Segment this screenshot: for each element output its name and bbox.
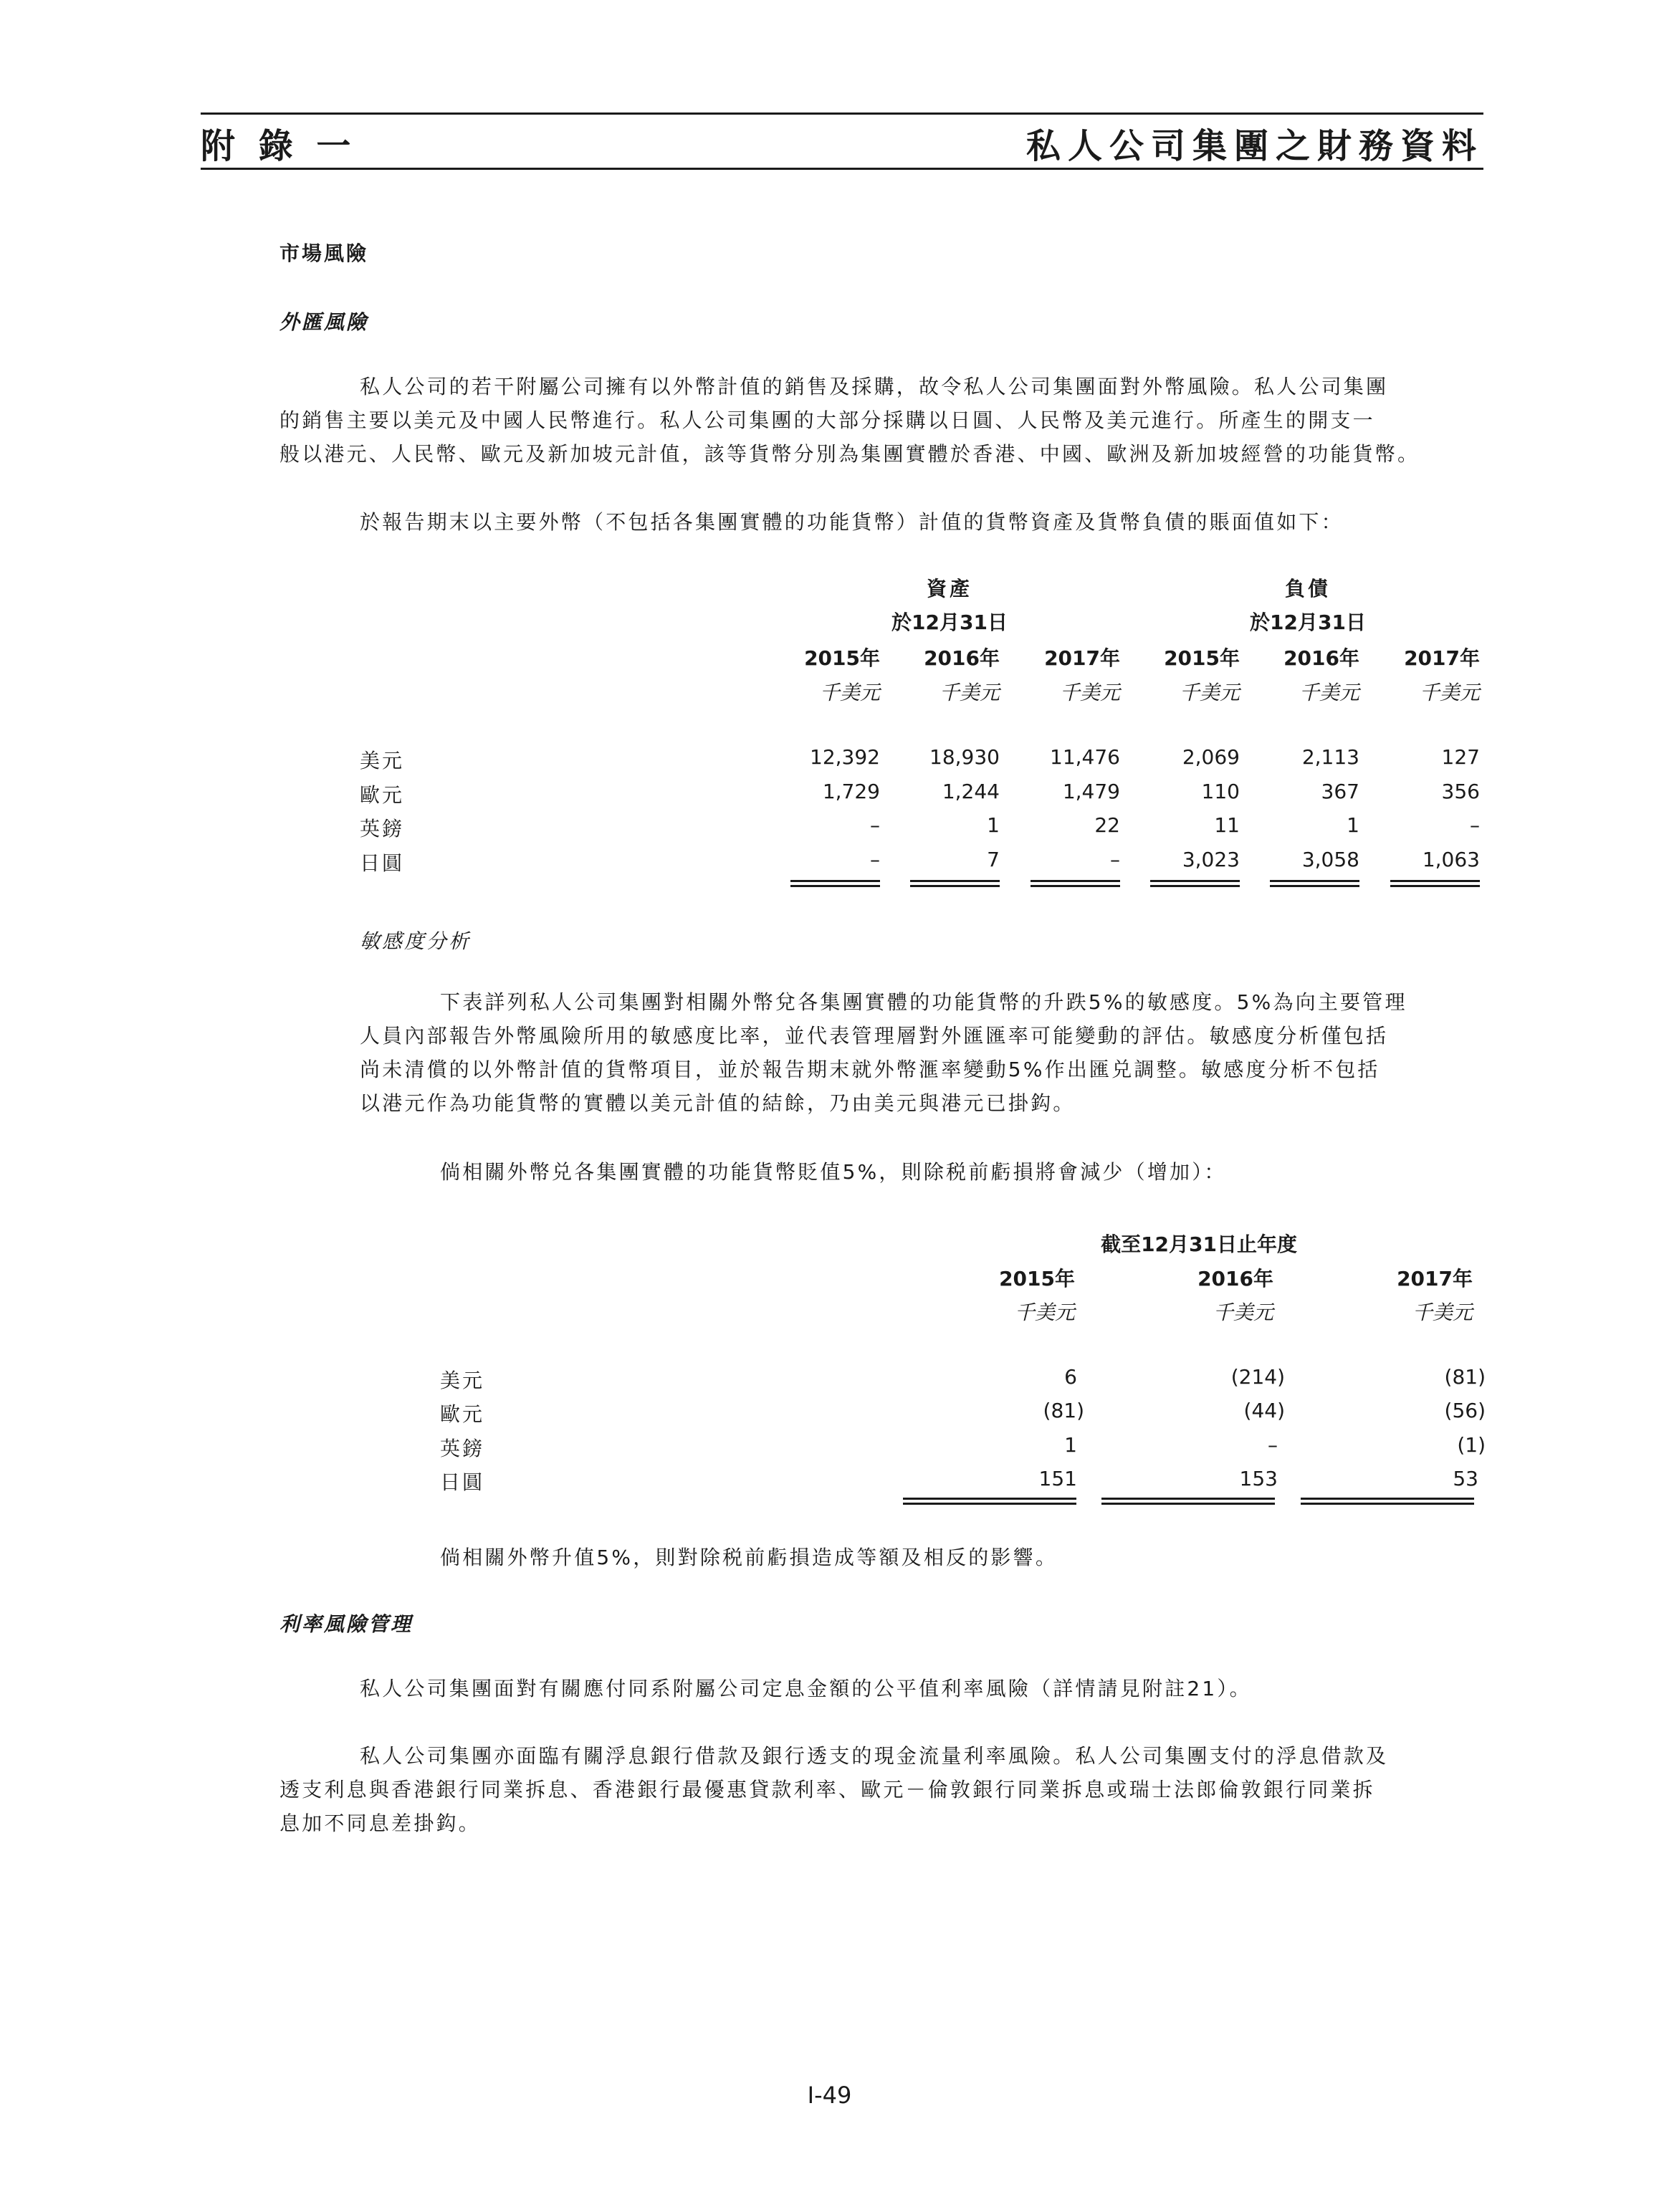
table2-year-header: 2017年 xyxy=(1397,1267,1473,1291)
table1-total-double-rule xyxy=(1031,880,1120,887)
table2-cell: (81) xyxy=(1444,1365,1486,1389)
table2-total-double-rule xyxy=(1301,1498,1474,1505)
table1-cell: 2,069 xyxy=(1182,745,1240,769)
sensitivity-heading: 敏感度分析 xyxy=(360,929,472,953)
table1-cell: 367 xyxy=(1321,780,1359,803)
section-title: 私人公司集團之財務資料 xyxy=(1025,126,1483,166)
fx-risk-heading: 外匯風險 xyxy=(279,310,369,334)
table1-cell: 1,244 xyxy=(942,780,1000,803)
table1-year-header: 2016年 xyxy=(1283,646,1359,670)
table1-cell: 3,023 xyxy=(1182,848,1240,871)
header-top-rule xyxy=(201,112,1483,115)
table1-total-double-rule xyxy=(790,880,880,887)
table1-unit-label: 千美元 xyxy=(819,681,880,704)
table2-cell: (44) xyxy=(1243,1399,1285,1422)
table2-period-header: 截至12月31日止年度 xyxy=(1101,1232,1297,1256)
table1-cell: 110 xyxy=(1201,780,1240,803)
table2-cell: (1) xyxy=(1457,1433,1486,1457)
appendix-label: 附 錄 一 xyxy=(201,126,357,166)
table2-row-label: 美元 xyxy=(440,1369,485,1392)
market-risk-heading: 市場風險 xyxy=(279,241,369,265)
table1-cell: 12,392 xyxy=(810,745,880,769)
table1-cell: 1,479 xyxy=(1062,780,1120,803)
table2-unit-label: 千美元 xyxy=(1213,1301,1273,1324)
page-number: I-49 xyxy=(807,2082,852,2109)
table1-unit-label: 千美元 xyxy=(1179,681,1240,704)
table2-year-header: 2015年 xyxy=(999,1267,1075,1291)
table1-year-header: 2016年 xyxy=(924,646,1000,670)
fx-balance-intro: 於報告期末以主要外幣（不包括各集團實體的功能貨幣）計值的貨幣資產及貨幣負債的賬面值如下： xyxy=(360,510,1344,534)
table1-year-header: 2017年 xyxy=(1404,646,1480,670)
table1-row-label: 歐元 xyxy=(360,783,405,807)
table2-cell: (214) xyxy=(1230,1365,1285,1389)
table2-unit-label: 千美元 xyxy=(1014,1301,1075,1324)
table1-row-label: 英鎊 xyxy=(360,817,405,841)
table1-cell: 1 xyxy=(987,813,1000,837)
table1-year-header: 2017年 xyxy=(1044,646,1120,670)
cash-flow-interest-paragraph: 私人公司集團亦面臨有關浮息銀行借款及銀行透支的現金流量利率風險。私人公司集團支付的浮息借款及 透支利息與香港銀行同業拆息、香港銀行最優惠貸款利率、歐元－倫敦銀行同業拆息或瑞士法郎倫敦銀行同業拆 息加不同息差掛鈎。 xyxy=(279,1744,1389,1835)
table2-cell: (56) xyxy=(1444,1399,1486,1422)
table1-year-header: 2015年 xyxy=(1164,646,1240,670)
table1-cell: 1,063 xyxy=(1422,848,1480,871)
table1-cell: 11,476 xyxy=(1050,745,1120,769)
table2-row-label: 英鎊 xyxy=(440,1437,485,1460)
fx-risk-paragraph: 私人公司的若干附屬公司擁有以外幣計值的銷售及採購，故令私人公司集團面對外幣風險。私人公司集團 的銷售主要以美元及中國人民幣進行。私人公司集團的大部分採購以日圓、人民幣及美元進行。所產生的開支一 般以港元、人民幣、歐元及新加坡元計值，該等貨幣分別為集團實體於香港、中國、歐洲及新加坡經營的功能貨幣。 xyxy=(279,375,1420,466)
table2-total-double-rule xyxy=(903,1498,1076,1505)
assets-group-header: 資產 xyxy=(926,577,972,600)
table1-cell: 18,930 xyxy=(929,745,1000,769)
table1-cell: 127 xyxy=(1441,745,1480,769)
depreciation-intro: 倘相關外幣兑各集團實體的功能貨幣貶值5%，則除税前虧損將會減少（增加）： xyxy=(440,1160,1227,1184)
table1-cell: – xyxy=(870,848,880,871)
table2-year-header: 2016年 xyxy=(1197,1267,1273,1291)
table2-cell: 153 xyxy=(1239,1467,1278,1490)
table1-year-header: 2015年 xyxy=(804,646,880,670)
table1-cell: – xyxy=(1110,848,1120,871)
table2-cell: 53 xyxy=(1453,1467,1478,1490)
liabilities-as-at: 於12月31日 xyxy=(1250,611,1366,634)
table1-cell: 1,729 xyxy=(822,780,880,803)
table1-cell: 7 xyxy=(987,848,1000,871)
table1-unit-label: 千美元 xyxy=(1059,681,1120,704)
table2-cell: – xyxy=(1268,1433,1278,1457)
table1-unit-label: 千美元 xyxy=(939,681,1000,704)
table1-row-label: 美元 xyxy=(360,749,405,772)
table1-total-double-rule xyxy=(1390,880,1480,887)
table2-cell: 151 xyxy=(1038,1467,1077,1490)
table1-unit-label: 千美元 xyxy=(1419,681,1480,704)
header-bottom-rule xyxy=(201,168,1483,170)
assets-as-at: 於12月31日 xyxy=(891,611,1008,634)
table2-row-label: 歐元 xyxy=(440,1402,485,1426)
table1-cell: 2,113 xyxy=(1301,745,1359,769)
fair-value-interest-paragraph: 私人公司集團面對有關應付同系附屬公司定息金額的公平值利率風險（詳情請見附註21）。 xyxy=(360,1677,1252,1700)
sensitivity-paragraph: 下表詳列私人公司集團對相關外幣兌各集團實體的功能貨幣的升跌5%的敏感度。5%為向主要管理 人員內部報告外幣風險所用的敏感度比率，並代表管理層對外匯匯率可能變動的評估。敏感度分析僅包括 尚未清償的以外幣計值的貨幣項目，並於報告期末就外幣滙率變動5%作出匯兑調整。敏感度分析不包括 以港元作為功能貨幣的實體以美元計值的結餘，乃由美元與港元已掛鈎。 xyxy=(360,990,1407,1115)
table2-cell: 6 xyxy=(1064,1365,1077,1389)
table1-cell: – xyxy=(1470,813,1480,837)
table2-row-label: 日圓 xyxy=(440,1470,485,1494)
table2-cell: 1 xyxy=(1064,1433,1077,1457)
table2-cell: (81) xyxy=(1043,1399,1084,1422)
table1-total-double-rule xyxy=(1150,880,1240,887)
table1-cell: – xyxy=(870,813,880,837)
interest-risk-heading: 利率風險管理 xyxy=(279,1612,413,1636)
table1-unit-label: 千美元 xyxy=(1299,681,1359,704)
table1-total-double-rule xyxy=(1270,880,1359,887)
table1-row-label: 日圓 xyxy=(360,851,405,875)
table1-cell: 356 xyxy=(1441,780,1480,803)
table1-cell: 3,058 xyxy=(1301,848,1359,871)
table2-total-double-rule xyxy=(1101,1498,1275,1505)
table1-cell: 1 xyxy=(1347,813,1359,837)
table1-cell: 22 xyxy=(1094,813,1120,837)
table1-cell: 11 xyxy=(1214,813,1240,837)
table1-total-double-rule xyxy=(910,880,1000,887)
liabilities-group-header: 負債 xyxy=(1284,577,1331,600)
appreciation-note: 倘相關外幣升值5%，則對除税前虧損造成等額及相反的影響。 xyxy=(440,1546,1058,1569)
table2-unit-label: 千美元 xyxy=(1412,1301,1473,1324)
